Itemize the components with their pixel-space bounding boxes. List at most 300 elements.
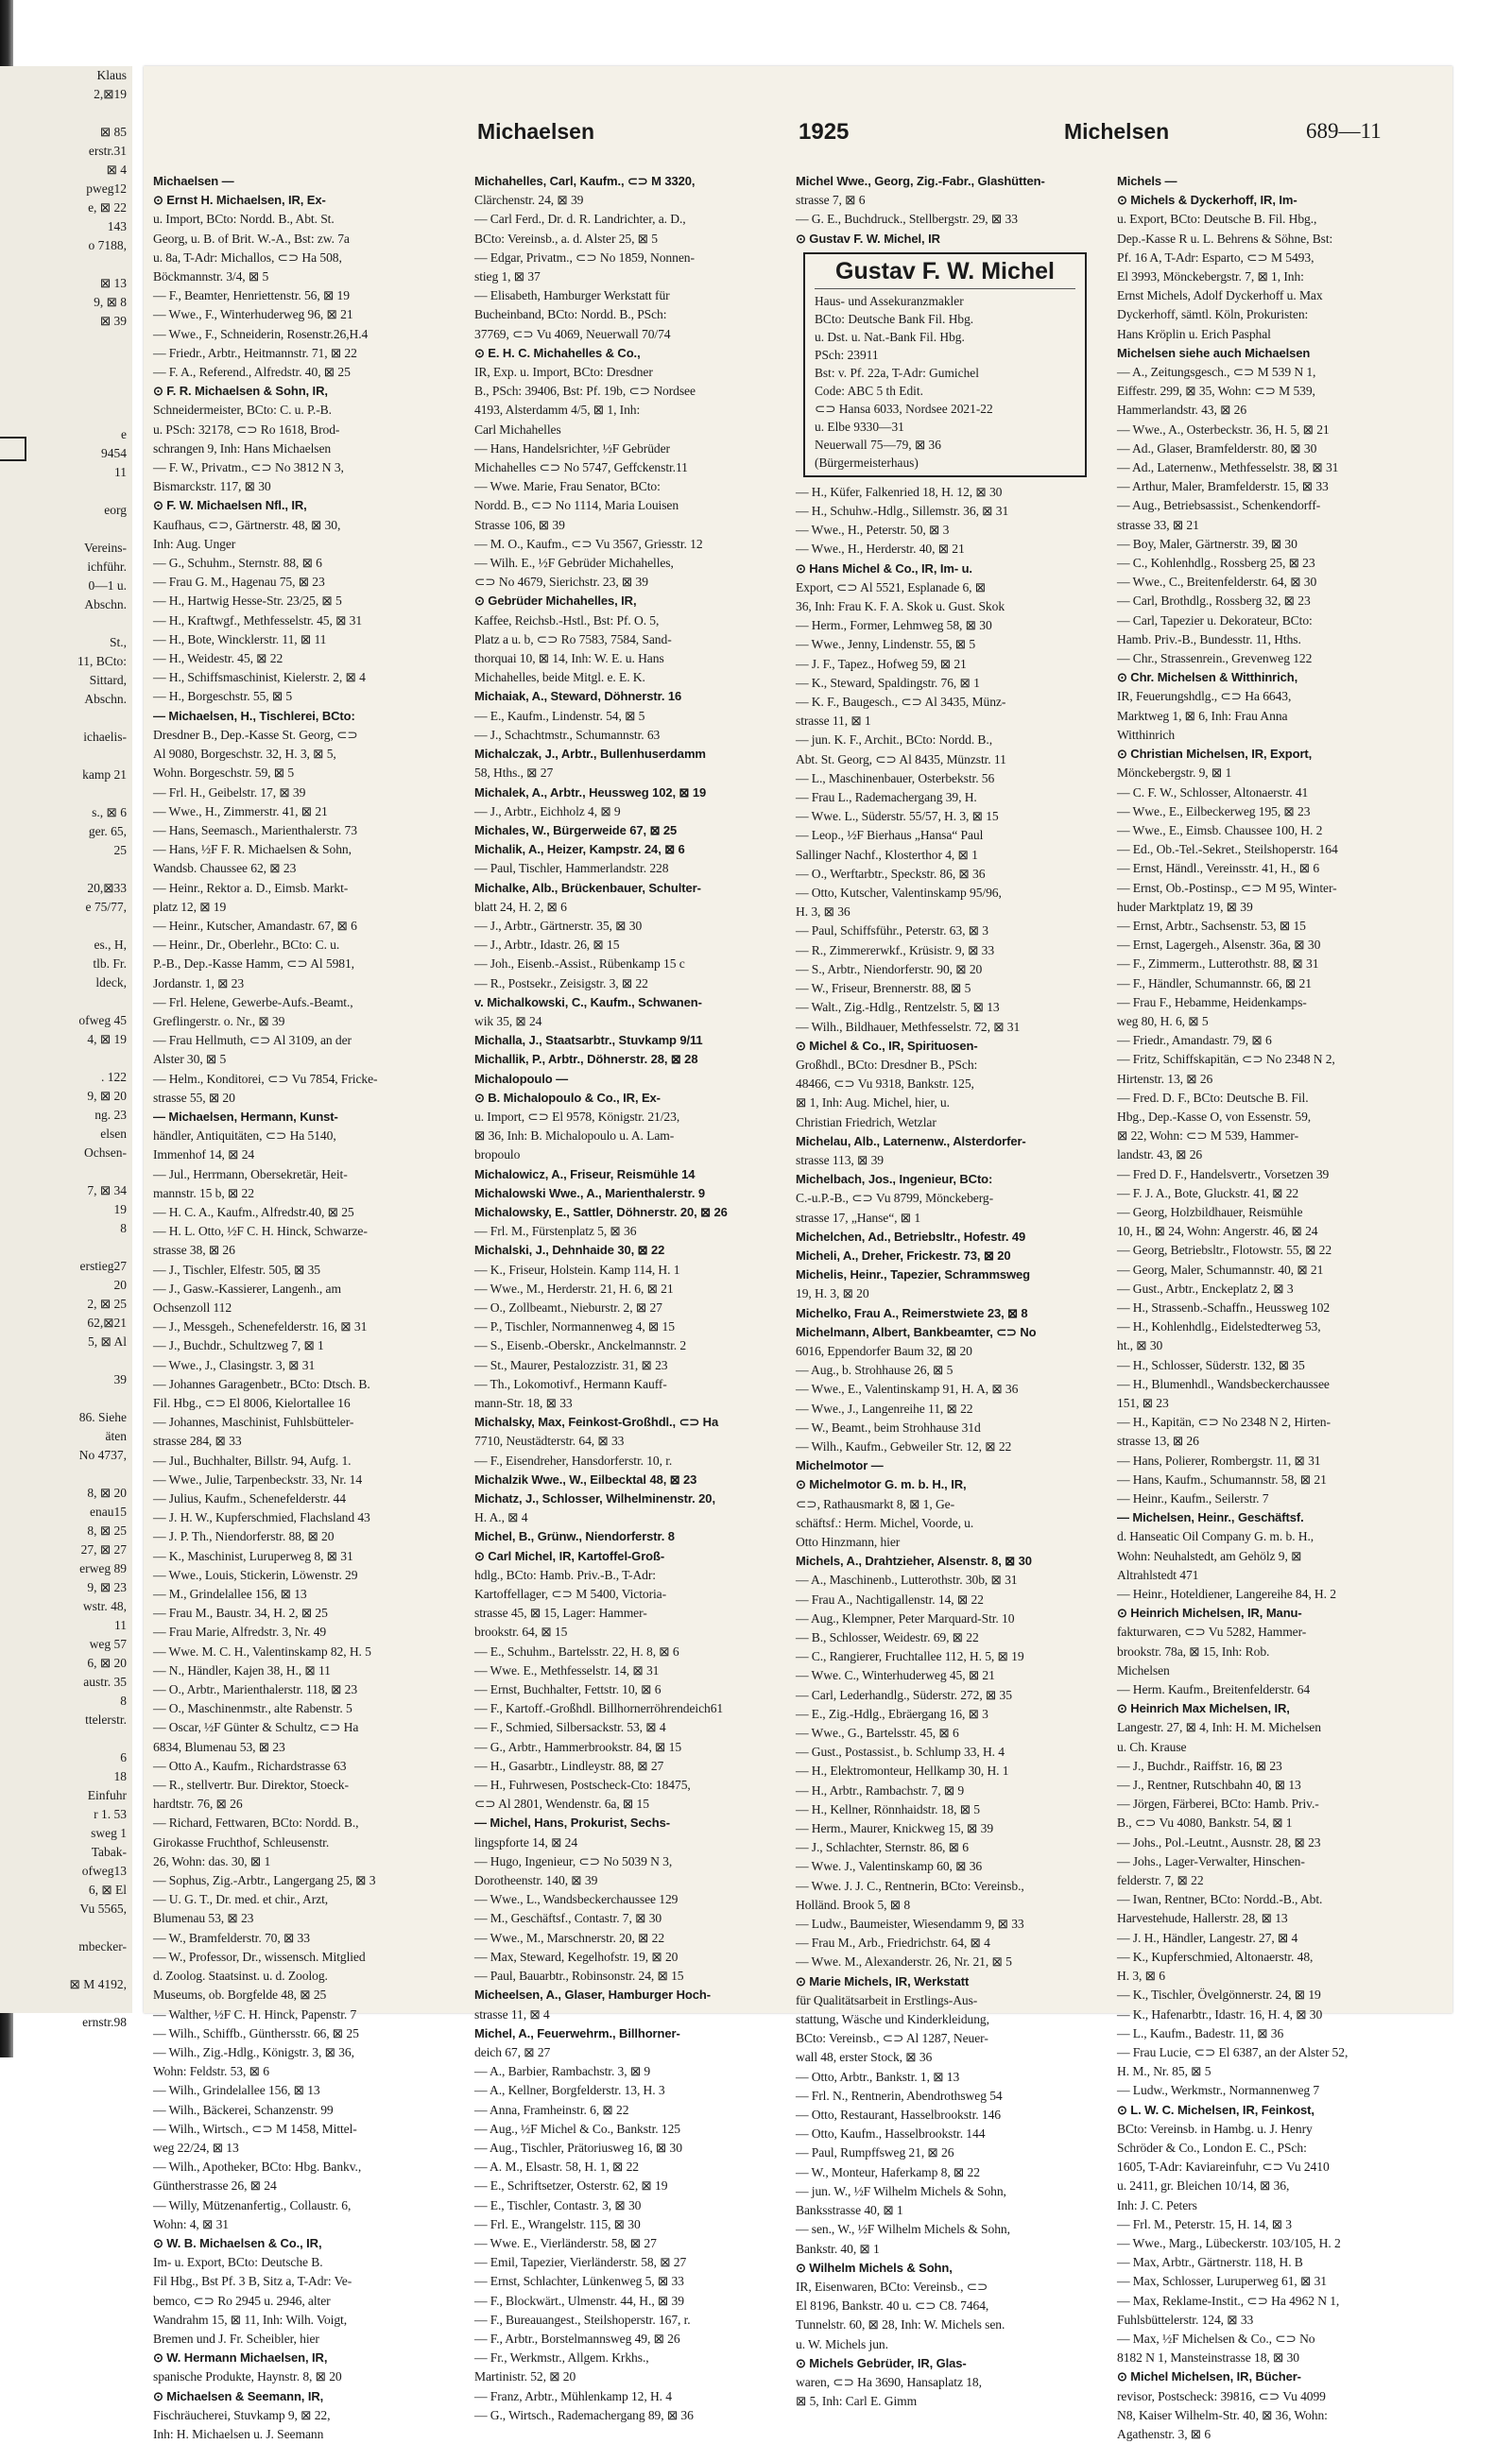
directory-entry: — W., Bramfelderstr. 70, ⊠ 33 [153, 1930, 310, 1945]
adjacent-page-fragment: erstr.31 [88, 144, 127, 158]
directory-entry: Kaufhaus, ⊂⊃, Gärtnerstr. 48, ⊠ 30, [153, 517, 341, 532]
directory-entry: — O., Arbtr., Marienthalerstr. 118, ⊠ 23 [153, 1682, 358, 1697]
directory-entry: — J., Schachtmstr., Schumannstr. 63 [474, 727, 661, 742]
directory-entry: — H., Bote, Wincklerstr. 11, ⊠ 11 [153, 631, 327, 646]
directory-entry: — M., Grindelallee 156, ⊠ 13 [153, 1587, 307, 1602]
directory-entry: Strasse 106, ⊠ 39 [474, 517, 565, 532]
adjacent-page-fragment: 9, ⊠ 23 [87, 1580, 127, 1594]
directory-entry: Hirtenstr. 13, ⊠ 26 [1117, 1071, 1213, 1086]
adjacent-page-fragment: ger. 65, [88, 824, 127, 838]
directory-entry: platz 12, ⊠ 19 [153, 899, 227, 914]
adjacent-page-fragment: weg 57 [89, 1637, 127, 1651]
directory-entry: — H., Kellner, Rönnhaidstr. 18, ⊠ 5 [796, 1801, 980, 1816]
directory-entry: — C., Kohlenhdlg., Rossberg 25, ⊠ 23 [1117, 556, 1315, 571]
directory-heading: Michalowski Wwe., A., Marienthalerstr. 9 [474, 1185, 706, 1200]
directory-entry: — Wwe., E., Eilbeckerweg 195, ⊠ 23 [1117, 803, 1311, 818]
directory-entry: Fischräucherei, Stuvkamp 9, ⊠ 22, [153, 2407, 331, 2422]
directory-heading: ⊙ W. B. Michaelsen & Co., IR, [153, 2235, 322, 2250]
directory-heading: Michelis, Heinr., Tapezier, Schrammsweg [796, 1267, 1031, 1282]
directory-entry: BCto: Vereinsb. in Hambg. u. J. Henry [1117, 2121, 1313, 2136]
adjacent-page-fragment: Sittard, [89, 673, 127, 687]
directory-entry: — Wilh., Wirtsch., ⊂⊃ M 1458, Mittel- [153, 2121, 357, 2136]
adjacent-page-fragment [0, 387, 132, 406]
directory-entry: strasse 45, ⊠ 15, Lager: Hammer- [474, 1606, 647, 1621]
directory-entry: — Wwe. Marie, Frau Senator, BCto: [474, 479, 661, 494]
directory-entry: — K. F., Baugesch., ⊂⊃ Al 3435, Münz- [796, 695, 1006, 710]
directory-entry: Marktweg 1, ⊠ 6, Inh: Frau Anna [1117, 708, 1288, 723]
directory-entry: — F., Händler, Schumannstr. 66, ⊠ 21 [1117, 975, 1312, 990]
adjacent-page-fragment: 6 [120, 1750, 127, 1764]
adjacent-page-fragment: Ochsen- [84, 1145, 127, 1160]
directory-entry: — K., Steward, Spaldingstr. 76, ⊠ 1 [796, 675, 980, 690]
directory-entry: strasse 284, ⊠ 33 [153, 1434, 242, 1449]
adjacent-page-fragment: 2,⊠19 [94, 87, 127, 101]
directory-entry: — Wwe., H., Zimmerstr. 41, ⊠ 21 [153, 803, 328, 818]
directory-entry: d. Hanseatic Oil Company G. m. b. H., [1117, 1529, 1314, 1544]
directory-entry: Wohn: 4, ⊠ 31 [153, 2216, 229, 2231]
directory-entry: fakturwaren, ⊂⊃ Vu 5282, Hammer- [1117, 1625, 1307, 1640]
directory-entry: — M. O., Kaufm., ⊂⊃ Vu 3567, Griesstr. 12 [474, 536, 703, 551]
adjacent-page-fragment: Vereins- [84, 541, 127, 555]
directory-entry: — H., Gasarbtr., Lindleystr. 88, ⊠ 27 [474, 1758, 664, 1773]
directory-entry: — Wwe., J., Clasingstr. 3, ⊠ 31 [153, 1357, 316, 1372]
directory-entry: 6016, Eppendorfer Baum 32, ⊠ 20 [796, 1343, 972, 1358]
directory-entry: — Fred. D. F., BCto: Deutsche B. Fil. [1117, 1090, 1309, 1105]
directory-entry: — Johannes, Maschinist, Fuhlsbütteler- [153, 1415, 354, 1430]
directory-entry: 36, Inh: Frau K. F. A. Skok u. Gust. Skok [796, 599, 1005, 614]
directory-entry: — H., Elektromonteur, Hellkamp 30, H. 1 [796, 1764, 1009, 1779]
directory-entry: — H., Schlosser, Süderstr. 132, ⊠ 35 [1117, 1357, 1305, 1372]
directory-heading: Michalzik Wwe., W., Eilbecktal 48, ⊠ 23 [474, 1472, 697, 1487]
adjacent-page-fragment: ⊠ 4 [106, 163, 127, 177]
adjacent-page-fragment [0, 104, 132, 123]
directory-entry: Wohn: Feldstr. 53, ⊠ 6 [153, 2064, 269, 2079]
directory-entry: — Frau F., Hebamme, Heidenkamps- [1117, 994, 1307, 1009]
adjacent-page-fragment: Abschn. [84, 692, 127, 706]
directory-heading: Michel, B., Grünw., Niendorferstr. 8 [474, 1529, 675, 1544]
directory-entry: Harvestehude, Hallerstr. 28, ⊠ 13 [1117, 1911, 1288, 1926]
directory-entry: mann-Str. 18, ⊠ 33 [474, 1396, 573, 1410]
directory-entry: — J., Schlachter, Sternstr. 86, ⊠ 6 [796, 1840, 969, 1855]
directory-heading: ⊙ Hans Michel & Co., IR, Im- u. [796, 560, 972, 576]
adjacent-page-fragment: 20,⊠33 [87, 881, 127, 895]
directory-entry: 19, H. 3, ⊠ 20 [796, 1286, 869, 1301]
directory-entry: — Wwe., Marg., Lübeckerstr. 103/105, H. 2 [1117, 2235, 1341, 2250]
directory-entry: — Ludw., Werkmstr., Normannenweg 7 [1117, 2083, 1320, 2098]
adjacent-page-fragment: 5, ⊠ Al [88, 1334, 127, 1349]
directory-entry: — Fritz, Schiffskapitän, ⊂⊃ No 2348 N 2, [1117, 1052, 1335, 1067]
directory-entry: — Paul, Tischler, Hammerlandstr. 228 [474, 861, 669, 876]
directory-entry: Dep.-Kasse R u. L. Behrens & Söhne, Bst: [1117, 231, 1333, 246]
directory-entry: — J., Tischler, Elfestr. 505, ⊠ 35 [153, 1262, 320, 1277]
directory-entry: Georg, u. B. of Brit. W.-A., Bst: zw. 7a [153, 231, 350, 246]
directory-entry: — Gust., Postassist., b. Schlump 33, H. 4 [796, 1745, 1005, 1760]
adjacent-page-fragment: e, ⊠ 22 [88, 200, 127, 215]
directory-entry: — H., Kapitän, ⊂⊃ No 2348 N 2, Hirten- [1117, 1415, 1331, 1430]
adjacent-page-fragment: e 75/77, [85, 900, 127, 914]
directory-entry: — J., Buchdr., Raiffstr. 16, ⊠ 23 [1117, 1758, 1282, 1773]
advertisement-line: Haus- und Assekuranzmakler [815, 293, 964, 308]
adjacent-page-fragment: ernstr.98 [82, 2015, 127, 2029]
directory-heading: ⊙ Ernst H. Michaelsen, IR, Ex- [153, 193, 326, 208]
directory-heading: ⊙ F. R. Michaelsen & Sohn, IR, [153, 384, 328, 399]
directory-entry: — Wwe., M., Marschnerstr. 20, ⊠ 22 [474, 1930, 665, 1945]
directory-entry: — L., Maschinenbauer, Osterbekstr. 56 [796, 770, 995, 785]
directory-entry: P.-B., Dep.-Kasse Hamm, ⊂⊃ Al 5981, [153, 956, 354, 972]
directory-heading: ⊙ Gustav F. W. Michel, IR [796, 231, 940, 246]
adjacent-page-fragment [0, 1238, 132, 1257]
directory-heading: ⊙ Michels & Dyckerhoff, IR, Im- [1117, 193, 1297, 208]
directory-entry: — Frl. N., Rentnerin, Abendrothsweg 54 [796, 2088, 1003, 2103]
adjacent-page-text [0, 66, 132, 2032]
directory-entry: waren, ⊂⊃ Ha 3690, Hansaplatz 18, [796, 2374, 982, 2389]
adjacent-page-fragment [0, 784, 132, 803]
directory-entry: — N., Händler, Kajen 38, H., ⊠ 11 [153, 1662, 331, 1678]
directory-entry: El 3993, Mönckebergstr. 7, ⊠ 1, Inh: [1117, 269, 1304, 284]
directory-heading: Michalik, A., Heizer, Kampstr. 24, ⊠ 6 [474, 842, 685, 857]
directory-entry: — Hans, Kaufm., Schumannstr. 58, ⊠ 21 [1117, 1472, 1327, 1487]
directory-entry: Ernst Michels, Adolf Dyckerhoff u. Max [1117, 288, 1323, 303]
directory-entry: — Ernst, Lagergeh., Alsenstr. 36a, ⊠ 30 [1117, 938, 1321, 953]
directory-entry: — Hans, Seemasch., Marienthalerstr. 73 [153, 822, 357, 837]
adjacent-page-fragment: wstr. 48, [82, 1599, 127, 1613]
directory-entry: stattung, Wäsche und Kinderkleidung, [796, 2012, 989, 2027]
adjacent-page-fragment: ichaelis- [83, 730, 127, 744]
adjacent-page-fragment: ttelerstr. [85, 1713, 127, 1727]
directory-heading: ⊙ B. Michalopoulo & Co., IR, Ex- [474, 1090, 661, 1105]
directory-heading: Michallik, P., Arbtr., Döhnerstr. 28, ⊠ 28 [474, 1052, 698, 1067]
directory-entry: — Georg, Maler, Schumannstr. 40, ⊠ 21 [1117, 1262, 1324, 1277]
adjacent-page-fragment: . 122 [101, 1070, 127, 1084]
directory-entry: BCto: Vereinsb., ⊂⊃ Al 1287, Neuer- [796, 2031, 988, 2046]
directory-entry: — Paul, Rumpffsweg 21, ⊠ 26 [796, 2145, 954, 2160]
directory-entry: Kartoffellager, ⊂⊃ M 5400, Victoria- [474, 1587, 667, 1602]
directory-entry: H. M., Nr. 85, ⊠ 5 [1117, 2064, 1211, 2079]
directory-entry: — Wilh., Apotheker, BCto: Hbg. Bankv., [153, 2160, 362, 2175]
directory-heading: — Michaelsen, Hermann, Kunst- [153, 1109, 338, 1124]
directory-entry: — Carl, Tapezier u. Dekorateur, BCto: [1117, 612, 1313, 628]
directory-entry: schrangen 9, Inh: Hans Michaelsen [153, 440, 332, 456]
directory-entry: — Wwe., Jenny, Lindenstr. 55, ⊠ 5 [796, 637, 976, 652]
directory-entry: — Wwe., C., Breitenfelderstr. 64, ⊠ 30 [1117, 575, 1317, 590]
directory-entry: — Frl. E., Wrangelstr. 115, ⊠ 30 [474, 2216, 641, 2231]
directory-entry: — Frl. H., Geibelstr. 17, ⊠ 39 [153, 784, 306, 800]
directory-entry: — Wwe., A., Osterbeckstr. 36, H. 5, ⊠ 21 [1117, 422, 1330, 437]
directory-entry: lingspforte 14, ⊠ 24 [474, 1834, 578, 1850]
page-header [144, 119, 1452, 157]
directory-entry: Tunnelstr. 60, ⊠ 28, Inh: W. Michels sen. [796, 2317, 1005, 2332]
directory-entry: — Aug., b. Strohhause 26, ⊠ 5 [796, 1363, 954, 1378]
directory-heading: ⊙ Michaelsen & Seemann, IR, [153, 2388, 324, 2403]
directory-heading: ⊙ Marie Michels, IR, Werkstatt [796, 1973, 970, 1988]
directory-entry: N8, Kaiser Wilhelm-Str. 40, ⊠ 36, Wohn: [1117, 2407, 1328, 2422]
directory-entry: — Herm., Maurer, Knickweg 15, ⊠ 39 [796, 1821, 994, 1836]
adjacent-page-fragment: Einfuhr [87, 1788, 127, 1802]
directory-entry: — J. F., Tapez., Hofweg 59, ⊠ 21 [796, 656, 967, 671]
directory-entry: — Herm. Kaufm., Breitenfelderstr. 64 [1117, 1682, 1311, 1697]
directory-entry: — Chr., Strassenrein., Grevenweg 122 [1117, 651, 1313, 666]
directory-entry: — Frl. M., Fürstenplatz 5, ⊠ 36 [474, 1224, 637, 1239]
directory-heading: Michels, A., Drahtzieher, Alsenstr. 8, ⊠ 30 [796, 1554, 1032, 1569]
directory-entry: stieg 1, ⊠ 37 [474, 269, 541, 284]
directory-entry: — Helm., Konditorei, ⊂⊃ Vu 7854, Fricke- [153, 1071, 378, 1086]
directory-heading: Michelsen siehe auch Michaelsen [1117, 345, 1311, 360]
directory-entry: — Hans, ½F F. R. Michaelsen & Sohn, [153, 842, 352, 857]
adjacent-page-fragment [0, 1389, 132, 1408]
directory-entry: — Ludw., Baumeister, Wiesendamm 9, ⊠ 33 [796, 1917, 1024, 1932]
directory-entry: — Sophus, Zig.-Arbtr., Langergang 25, ⊠ 3 [153, 1873, 376, 1888]
adjacent-page-fragment: St., [109, 635, 127, 649]
directory-entry: — Wwe. E., Vierländerstr. 58, ⊠ 27 [474, 2235, 657, 2250]
directory-heading: Michalke, Alb., Brückenbauer, Schulter- [474, 880, 701, 895]
directory-entry: Girokasse Fruchthof, Schleusenstr. [153, 1834, 330, 1850]
directory-entry: Al 9080, Borgeschstr. 32, H. 3, ⊠ 5, [153, 747, 336, 762]
directory-entry: Dyckerhoff, sämtl. Köln, Prokuristen: [1117, 307, 1309, 322]
directory-entry: 26, Wohn: das. 30, ⊠ 1 [153, 1853, 271, 1868]
directory-entry: — Heinr., Kaufm., Seilerstr. 7 [1117, 1491, 1269, 1506]
directory-entry: — S., Eisenb.-Oberskr., Anckelmannstr. 2 [474, 1338, 687, 1353]
directory-heading: Michel Wwe., Georg, Zig.-Fabr., Glashütten- [796, 174, 1045, 188]
directory-entry: für Qualitätsarbeit in Erstlings-Aus- [796, 1992, 978, 2007]
adjacent-page-fragment [0, 709, 132, 728]
advertisement-line: Neuerwall 75—79, ⊠ 36 [815, 437, 941, 452]
directory-entry: BCto: Vereinsb., a. d. Alster 25, ⊠ 5 [474, 231, 658, 246]
directory-entry: — Wwe., E., Valentinskamp 91, H. A, ⊠ 36 [796, 1382, 1019, 1397]
directory-heading: Michalopoulo — [474, 1071, 568, 1086]
directory-heading: ⊙ W. Hermann Michaelsen, IR, [153, 2350, 328, 2366]
directory-entry: — F., Kartoff.-Großhdl. Billhornerröhrendeich61 [474, 1701, 724, 1716]
directory-entry: — P., Tischler, Normannenweg 4, ⊠ 15 [474, 1319, 675, 1334]
advertisement-line: Code: ABC 5 th Edit. [815, 383, 923, 398]
adjacent-page-fragment: 39 [113, 1372, 127, 1386]
column-1 [153, 172, 454, 2441]
directory-entry: Böckmannstr. 3/4, ⊠ 5 [153, 269, 269, 284]
directory-entry: — K., Friseur, Holstein. Kamp 114, H. 1 [474, 1262, 680, 1277]
directory-entry: — E., Zig.-Hdlg., Ebräergang 16, ⊠ 3 [796, 1706, 988, 1721]
directory-entry: — Ernst, Schlachter, Lünkenweg 5, ⊠ 33 [474, 2274, 684, 2289]
directory-entry: Witthinrich [1117, 727, 1176, 742]
directory-entry: — Wwe., L., Wandsbeckerchaussee 129 [474, 1892, 679, 1907]
directory-entry: — Frl. M., Peterstr. 15, H. 14, ⊠ 3 [1117, 2216, 1292, 2231]
directory-entry: — Jul., Buchhalter, Billstr. 94, Aufg. 1. [153, 1453, 352, 1468]
directory-entry: — Arthur, Maler, Bramfelderstr. 15, ⊠ 33 [1117, 479, 1329, 494]
adjacent-page-fragment: s., ⊠ 6 [92, 805, 127, 819]
adjacent-page-fragment: e [121, 427, 127, 441]
directory-entry: — K., Hafenarbtr., Idastr. 16, H. 4, ⊠ 30 [1117, 2006, 1323, 2022]
directory-entry: — J., Messgeh., Schenefelderstr. 16, ⊠ 31 [153, 1319, 368, 1334]
directory-entry: Immenhof 14, ⊠ 24 [153, 1147, 255, 1162]
directory-entry: Blumenau 53, ⊠ 23 [153, 1911, 254, 1926]
directory-entry: — Ernst, Arbtr., Sachsenstr. 53, ⊠ 15 [1117, 918, 1306, 933]
adjacent-page-fragment: sweg 1 [91, 1826, 127, 1840]
directory-entry: wall 48, erster Stock, ⊠ 36 [796, 2050, 933, 2065]
directory-entry: u. Import, ⊂⊃ El 9578, Königstr. 21/23, [474, 1109, 680, 1124]
adjacent-page-fragment: pweg12 [86, 181, 127, 196]
directory-entry: Export, ⊂⊃ Al 5521, Esplanade 6, ⊠ [796, 579, 987, 594]
directory-entry: — Wwe. C., Winterhuderweg 45, ⊠ 21 [796, 1668, 995, 1683]
directory-heading: Micheelsen, A., Glaser, Hamburger Hoch- [474, 1988, 711, 2003]
directory-entry: — J. H., Händler, Langestr. 27, ⊠ 4 [1117, 1930, 1298, 1945]
directory-heading: v. Michalkowski, C., Kaufm., Schwanen- [474, 994, 702, 1009]
directory-entry: — Wwe. L., Süderstr. 55/57, H. 3, ⊠ 15 [796, 809, 999, 824]
directory-entry: 4193, Alsterdamm 4/5, ⊠ 1, Inh: [474, 403, 641, 418]
adjacent-page-fragment [0, 1351, 132, 1370]
adjacent-page-fragment [0, 255, 132, 274]
directory-entry: — Max, Reklame-Instit., ⊂⊃ Ha 4962 N 1, [1117, 2293, 1340, 2308]
directory-entry: — F., Bureauangest., Steilshoperstr. 167, r. [474, 2312, 691, 2327]
directory-entry: Großhdl., BCto: Dresdner B., PSch: [796, 1057, 978, 1072]
directory-heading: Michaiak, A., Steward, Döhnerstr. 16 [474, 689, 682, 704]
advertisement-title: Gustav F. W. Michel [815, 258, 1075, 289]
directory-heading: ⊙ Michelmotor G. m. b. H., IR, [796, 1477, 967, 1492]
directory-entry: Eiffestr. 299, ⊠ 35, Wohn: ⊂⊃ M 539, [1117, 384, 1315, 399]
directory-entry: C.-u.P.-B., ⊂⊃ Vu 8799, Mönckeberg- [796, 1191, 994, 1206]
directory-entry: — Ad., Glaser, Bramfelderstr. 80, ⊠ 30 [1117, 440, 1317, 456]
directory-entry: u. Export, BCto: Deutsche B. Fil. Hbg., [1117, 212, 1317, 227]
directory-entry: — R., stellvertr. Bur. Direktor, Stoeck- [153, 1778, 349, 1793]
directory-entry: — H., Schiffsmaschinist, Kielerstr. 2, ⊠ 4 [153, 670, 366, 685]
directory-heading: Michelmann, Albert, Bankbeamter, ⊂⊃ No [796, 1324, 1037, 1339]
directory-entry: — Walt., Zig.-Hdlg., Rentzelstr. 5, ⊠ 13 [796, 1000, 1000, 1015]
column-2 [474, 172, 775, 2422]
directory-entry: Schneidermeister, BCto: C. u. P.-B. [153, 403, 332, 418]
advertisement-line: Bst: v. Pf. 22a, T-Adr: Gumichel [815, 365, 979, 380]
directory-entry: — Paul, Schiffsführ., Peterstr. 63, ⊠ 3 [796, 923, 988, 938]
directory-entry: Abt. St. Georg, ⊂⊃ Al 8435, Münzstr. 11 [796, 751, 1006, 766]
directory-entry: IR, Exp. u. Import, BCto: Dresdner [474, 365, 653, 380]
directory-entry: händler, Antiquitäten, ⊂⊃ Ha 5140, [153, 1128, 336, 1144]
adjacent-page-fragment [0, 1465, 132, 1484]
directory-entry: — Wwe. M., Alexanderstr. 26, Nr. 21, ⊠ 5 [796, 1954, 1012, 1970]
directory-entry: 151, ⊠ 23 [1117, 1396, 1169, 1410]
directory-entry: Hamb. Priv.-B., Bundesstr. 11, Hths. [1117, 631, 1301, 646]
directory-entry: — Hans, Polierer, Rombergstr. 11, ⊠ 31 [1117, 1453, 1321, 1468]
adjacent-page-fragment: 2, ⊠ 25 [87, 1297, 127, 1311]
adjacent-page-fragment: mbecker- [78, 1939, 127, 1953]
directory-entry: — Johs., Lager-Verwalter, Hinschen- [1117, 1853, 1305, 1868]
directory-entry: — H., Weidestr. 45, ⊠ 22 [153, 651, 284, 666]
directory-entry: Bremen und J. Fr. Scheibler, hier [153, 2331, 319, 2346]
directory-entry: strasse 7, ⊠ 6 [796, 193, 866, 208]
directory-entry: — H., Kraftwgf., Methfesselstr. 45, ⊠ 31 [153, 612, 363, 628]
directory-heading: ⊙ Heinrich Max Michelsen, IR, [1117, 1701, 1290, 1716]
directory-entry: — Anna, Framheinstr. 6, ⊠ 22 [474, 2102, 629, 2117]
directory-entry: — Carl, Brothdlg., Rossberg 32, ⊠ 23 [1117, 594, 1311, 609]
directory-entry: — H., Fuhrwesen, Postscheck-Cto: 18475, [474, 1778, 691, 1793]
directory-entry: Pf. 16 A, T-Adr: Esparto, ⊂⊃ M 5493, [1117, 250, 1314, 265]
directory-entry: — H., Arbtr., Rambachstr. 7, ⊠ 9 [796, 1782, 965, 1798]
directory-entry: — A. M., Elsastr. 58, H. 1, ⊠ 22 [474, 2160, 639, 2175]
directory-entry: — Otto, Arbtr., Bankstr. 1, ⊠ 13 [796, 2069, 960, 2084]
directory-entry: — F. J. A., Bote, Gluckstr. 41, ⊠ 22 [1117, 1185, 1299, 1200]
directory-entry: — G., Arbtr., Hammerbrookstr. 84, ⊠ 15 [474, 1739, 682, 1754]
adjacent-page-fragment [0, 747, 132, 766]
directory-entry: — sen., W., ½F Wilhelm Michels & Sohn, [796, 2222, 1010, 2237]
directory-entry: — K., Maschinist, Luruperweg 8, ⊠ 31 [153, 1548, 353, 1563]
adjacent-page-fragment: ichführ. [87, 559, 127, 574]
directory-entry: — J., Arbtr., Eichholz 4, ⊠ 9 [474, 803, 621, 818]
directory-heading: Michalowsky, E., Sattler, Döhnerstr. 20, ⊠ 26 [474, 1204, 728, 1219]
advertisement-line: u. Dst. u. Nat.-Bank Fil. Hbg. [815, 329, 965, 344]
directory-entry: — J., Arbtr., Gärtnerstr. 35, ⊠ 30 [474, 918, 643, 933]
adjacent-page-edge [0, 66, 132, 2029]
directory-entry: — Wilh. E., ½F Gebrüder Michahelles, [474, 556, 674, 571]
directory-heading: ⊙ Michel & Co., IR, Spirituosen- [796, 1038, 978, 1053]
advertisement-line: (Bürgermeisterhaus) [815, 455, 919, 470]
directory-heading: ⊙ Heinrich Michelsen, IR, Manu- [1117, 1606, 1302, 1621]
advertisement-line: PSch: 23911 [815, 347, 879, 362]
directory-heading: — Michaelsen, H., Tischlerei, BCto: [153, 708, 355, 723]
directory-entry: Hammerlandstr. 43, ⊠ 26 [1117, 403, 1247, 418]
directory-entry: — Fred D. F., Handelsvertr., Vorsetzen 39 [1117, 1166, 1330, 1181]
directory-entry: — B., Schlosser, Weidestr. 69, ⊠ 22 [796, 1630, 979, 1644]
directory-entry: — jun. K. F., Archit., BCto: Nordd. B., [796, 732, 992, 748]
directory-heading: ⊙ Carl Michel, IR, Kartoffel-Groß- [474, 1548, 665, 1563]
adjacent-page-fragment: ofweg 45 [78, 1013, 127, 1027]
directory-entry: Jordanstr. 1, ⊠ 23 [153, 975, 245, 990]
directory-entry: — Gust., Arbtr., Enckeplatz 2, ⊠ 3 [1117, 1281, 1294, 1296]
directory-entry: — Wwe., J., Langenreihe 11, ⊠ 22 [796, 1401, 973, 1416]
directory-entry: — Iwan, Rentner, BCto: Nordd.-B., Abt. [1117, 1892, 1323, 1907]
directory-entry: — Julius, Kaufm., Schenefelderstr. 44 [153, 1491, 346, 1506]
directory-entry: Fil. Hbg., ⊂⊃ El 8006, Kielortallee 16 [153, 1396, 351, 1410]
directory-entry: blatt 24, H. 2, ⊠ 6 [474, 899, 567, 914]
directory-entry: deich 67, ⊠ 27 [474, 2044, 551, 2059]
adjacent-page-fragment: r 1. 53 [94, 1807, 127, 1821]
directory-entry: Bismarckstr. 117, ⊠ 30 [153, 479, 271, 494]
advertisement-line: u. Elbe 9330—31 [815, 419, 904, 434]
directory-entry: strasse 113, ⊠ 39 [796, 1152, 885, 1167]
adjacent-page-fragment [0, 482, 132, 501]
directory-entry: Martinistr. 52, ⊠ 20 [474, 2369, 576, 2384]
directory-entry: thorquai 10, ⊠ 14, Inh: W. E. u. Hans [474, 651, 664, 666]
directory-entry: — A., Maschinenb., Lutterothstr. 30b, ⊠ 31 [796, 1573, 1018, 1588]
directory-entry: — Edgar, Privatm., ⊂⊃ No 1859, Nonnen- [474, 250, 695, 265]
directory-entry: — Hans, Handelsrichter, ½F Gebrüder [474, 440, 670, 456]
directory-entry: — E., Tischler, Contastr. 3, ⊠ 30 [474, 2197, 642, 2212]
directory-entry: u. W. Michels jun. [796, 2336, 888, 2351]
directory-entry: — W., Friseur, Brennerstr. 88, ⊠ 5 [796, 981, 971, 996]
directory-entry: — O., Zollbeamt., Nieburstr. 2, ⊠ 27 [474, 1299, 662, 1315]
adjacent-page-fragment [0, 1956, 132, 1975]
directory-entry: — Heinr., Dr., Oberlehr., BCto: C. u. [153, 938, 340, 953]
directory-entry: Michahelles, beide Mitgl. e. E. K. [474, 670, 645, 685]
directory-heading: ⊙ L. W. C. Michelsen, IR, Feinkost, [1117, 2102, 1314, 2117]
directory-entry: — Wwe., M., Herderstr. 21, H. 6, ⊠ 21 [474, 1281, 674, 1296]
adjacent-page-fragment: 9, ⊠ 8 [94, 295, 127, 309]
directory-entry: H. 3, ⊠ 6 [1117, 1969, 1165, 1984]
directory-entry: ht., ⊠ 30 [1117, 1338, 1163, 1353]
directory-entry: — Wilh., Bäckerei, Schanzenstr. 99 [153, 2102, 334, 2117]
directory-entry: Altrahlstedt 471 [1117, 1567, 1199, 1582]
directory-entry: brookstr. 78a, ⊠ 15, Inh: Rob. [1117, 1644, 1270, 1659]
directory-entry: B., ⊂⊃ Vu 4080, Bankstr. 54, ⊠ 1 [1117, 1816, 1293, 1831]
directory-entry: — Heinr., Kutscher, Amandastr. 67, ⊠ 6 [153, 918, 357, 933]
directory-entry: — G., Schuhm., Sternstr. 88, ⊠ 6 [153, 556, 322, 571]
directory-entry: — Wwe., H., Peterstr. 50, ⊠ 3 [796, 523, 950, 538]
directory-entry: Fil Hbg., Bst Pf. 3 B, Sitz a, T-Adr: Ve- [153, 2274, 352, 2289]
directory-entry: Hans Kröplin u. Erich Pasphal [1117, 326, 1271, 341]
directory-entry: weg 80, H. 6, ⊠ 5 [1117, 1013, 1209, 1028]
directory-entry: — Paul, Bauarbtr., Robinsonstr. 24, ⊠ 15 [474, 1969, 684, 1984]
directory-entry: — Willy, Mützenanfertig., Collaustr. 6, [153, 2197, 352, 2212]
directory-entry: Alster 30, ⊠ 5 [153, 1052, 227, 1067]
header-year: 1925 [799, 119, 850, 145]
directory-entry: Schröder & Co., London E. C., PSch: [1117, 2140, 1307, 2155]
directory-entry: — Frau Hellmuth, ⊂⊃ Al 3109, an der [153, 1033, 352, 1048]
directory-heading: Michelmotor — [796, 1458, 884, 1473]
directory-entry: — Carl Ferd., Dr. d. R. Landrichter, a. D., [474, 212, 686, 227]
